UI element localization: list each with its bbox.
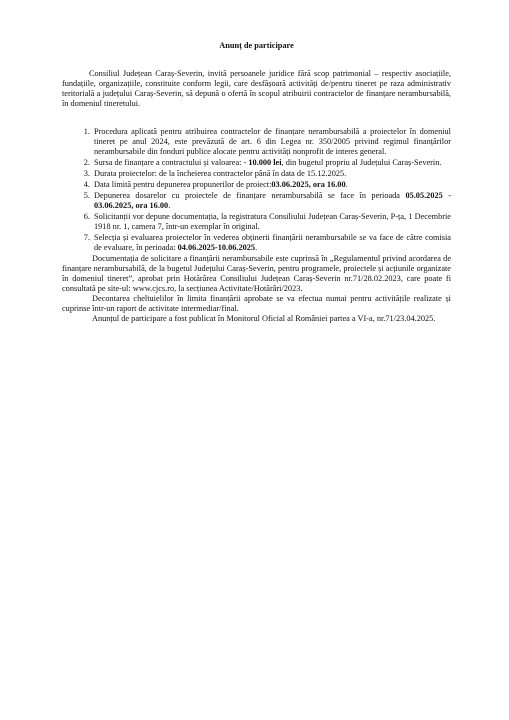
item-text: Durata proiectelor: de la încheierea contractelor până în data de 15.12.2025.: [94, 169, 347, 178]
item-text: Sursa de finanțare a contractului și valoarea: -: [94, 158, 249, 167]
item-text: Solicitanții vor depune documentația, la registratura Consiliului Județean Caraș-Severin, P-ța, 1 Decembrie 1918 nr. 1, camera 7, într-un exemplar în original.: [94, 212, 451, 231]
list-item: [92, 127, 451, 157]
settlement-paragraph: Decontarea cheltuielilor în limita finanțării aprobate se va efectua numai pentru activitățile realizate și cuprinse într-un raport de activitate intermediar/final.: [62, 294, 451, 313]
item-text: Procedura aplicată pentru atribuirea contractelor de finanțare nerambursabilă a proiectelor în domeniul tineret pe anul 2024, este prevăzută de art. 6 din Legea nr. 350/2005 privind regimul finanțărilor nerambursabile din fonduri publice alocate pentru activități nonprofit de interes general.: [94, 127, 451, 156]
evaluation-period-value: 04.06.2025-10.06.2025: [177, 243, 256, 252]
conditions-list: [62, 127, 451, 253]
deadline-value: 03.06.2025, ora 16.00: [271, 180, 346, 189]
intro-paragraph: Consiliul Județean Caraș-Severin, invită persoanele juridice fără scop patrimonial – respectiv asociațiile, fundațiile, organizațiile, constituite conform legii, care desfășoară activități de/pentru tineret pe raza administrativ teritorială a județului Caraș-Severin, să depună o ofertă în scopul atribuirii contractelor de finanțare nerambursabilă, în domeniul tineretului.: [62, 69, 451, 108]
list-item: [92, 191, 451, 211]
item-text: Selecția și evaluarea proiectelor în vederea obținerii finanțării nerambursabile se va face de către comisia de evaluare, în perioada:: [94, 233, 451, 252]
item-text: .: [255, 243, 258, 252]
list-item: [92, 233, 451, 253]
list-item: [92, 158, 451, 168]
list-item: [92, 169, 451, 179]
list-item: [92, 212, 451, 232]
submission-period-value: 05.05.2025 - 03.06.2025, ora 16.00: [94, 191, 451, 210]
list-item: [92, 180, 451, 190]
funding-value: 10.000 lei: [248, 158, 282, 167]
item-text: Data limită pentru depunerea propunerilor de proiect:: [94, 180, 272, 189]
item-text: , din bugetul propriu al Județului Caraș-Severin.: [281, 158, 442, 167]
item-text: .: [168, 201, 171, 210]
item-text: Depunerea dosarelor cu proiectele de finanțare nerambursabilă se face în perioada: [94, 191, 406, 200]
document-title: Anunț de participare: [219, 41, 294, 50]
documentation-paragraph: Documentația de solicitare a finanțării nerambursabile este cuprinsă în „Regulamentul privind acordarea de finanțare nerambursabilă, de la bugetul Județului Caraș-Severin, pentru programele, proiectele și acțiunile organizate în domeniul tineret”, aprobat prin Hotărârea Consiliului Județean Caraș-Severin nr.71/28.02.2023, care poate fi consultată pe site-ul: www.cjcs.ro, la secțiunea Activitate/Hotărâri/2023.: [62, 254, 451, 293]
item-text: .: [345, 180, 348, 189]
publication-paragraph: Anunțul de participare a fost publicat în Monitorul Oficial al României partea a VI-a, nr.71/23.04.2025.: [92, 314, 436, 323]
